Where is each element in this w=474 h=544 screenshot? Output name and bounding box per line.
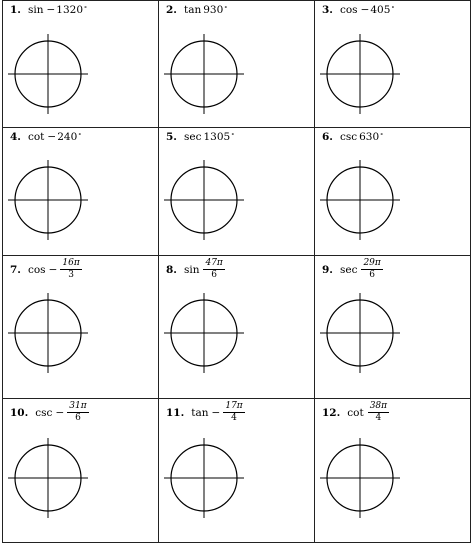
fraction-denominator: 4 [231, 413, 237, 423]
problem-number: 12. [322, 406, 341, 419]
worksheet-grid [2, 0, 471, 543]
worksheet-row [3, 128, 471, 256]
degree-symbol: ° [84, 6, 88, 13]
fraction-numerator: 16π [62, 258, 80, 268]
negative-sign: − [46, 4, 56, 16]
trig-function: cos [339, 4, 358, 16]
problem-number: 7. [10, 263, 21, 276]
problem-number: 9. [322, 263, 333, 276]
angle-value: 930 [203, 4, 224, 16]
problem-number: 1. [10, 4, 21, 16]
problem-cell-3 [315, 1, 471, 128]
trig-function: csc [339, 131, 358, 143]
problem-cell-10 [3, 399, 159, 543]
worksheet-row [3, 256, 471, 399]
angle-value: 405 [370, 4, 391, 16]
fraction-numerator: 31π [69, 401, 87, 411]
problem-cell-7 [3, 256, 159, 399]
fraction-denominator: 3 [68, 270, 74, 280]
problem-cell-6 [315, 128, 471, 256]
problem-number: 2. [166, 4, 177, 16]
negative-sign: − [360, 4, 370, 16]
degree-symbol: ° [380, 133, 384, 140]
unit-circle-diagram [159, 256, 314, 401]
problem-number: 5. [166, 131, 177, 143]
angle-value: 1305 [203, 131, 231, 143]
fraction-denominator: 6 [211, 270, 218, 280]
angle-value: 240 [57, 131, 78, 143]
problem-number: 4. [10, 131, 21, 143]
trig-function: sin [27, 4, 44, 16]
unit-circle-diagram [3, 399, 158, 544]
problem-cell-5 [159, 128, 315, 256]
problem-number: 10. [10, 406, 29, 419]
unit-circle-diagram [315, 128, 470, 273]
fraction-numerator: 29π [363, 258, 381, 268]
fraction-numerator: 38π [369, 401, 388, 411]
unit-circle-diagram [315, 399, 470, 544]
fraction-numerator: 17π [225, 401, 243, 411]
worksheet-row [3, 1, 471, 128]
angle-value: 1320 [56, 4, 84, 16]
trig-function: sec [339, 263, 358, 276]
problem-number: 8. [166, 263, 177, 276]
unit-circle-diagram [3, 128, 158, 273]
unit-circle-diagram [315, 1, 470, 146]
unit-circle-diagram [315, 256, 470, 401]
fraction-denominator: 6 [369, 270, 375, 280]
unit-circle-diagram [159, 399, 314, 544]
degree-symbol: ° [231, 133, 235, 140]
trig-function: cot [347, 406, 364, 419]
unit-circle-diagram [159, 128, 314, 273]
negative-sign: − [55, 406, 65, 419]
negative-sign: − [211, 406, 221, 419]
unit-circle-diagram [3, 256, 158, 401]
trig-function: sec [183, 131, 202, 143]
trig-function: sin [183, 263, 200, 276]
problem-cell-11 [159, 399, 315, 543]
fraction-numerator: 47π [205, 258, 223, 268]
problem-number: 6. [322, 131, 333, 143]
degree-symbol: ° [78, 133, 82, 140]
fraction-denominator: 4 [375, 413, 382, 423]
trig-function: tan [191, 406, 209, 419]
problem-cell-4 [3, 128, 159, 256]
angle-value: 630 [359, 131, 380, 143]
problem-number: 11. [166, 406, 185, 419]
trig-function: cos [27, 263, 46, 276]
negative-sign: − [47, 131, 57, 143]
unit-circle-diagram [159, 1, 314, 146]
worksheet-row [3, 399, 471, 543]
negative-sign: − [48, 263, 58, 276]
trig-function: tan [183, 4, 202, 16]
degree-symbol: ° [224, 6, 228, 13]
problem-number: 3. [322, 4, 333, 16]
unit-circle-diagram [3, 1, 158, 146]
problem-cell-9 [315, 256, 471, 399]
trig-function: csc [35, 406, 53, 419]
problem-cell-1 [3, 1, 159, 128]
problem-cell-12 [315, 399, 471, 543]
degree-symbol: ° [391, 6, 395, 13]
problem-cell-8 [159, 256, 315, 399]
trig-function: cot [27, 131, 45, 143]
problem-cell-2 [159, 1, 315, 128]
fraction-denominator: 6 [75, 413, 81, 423]
